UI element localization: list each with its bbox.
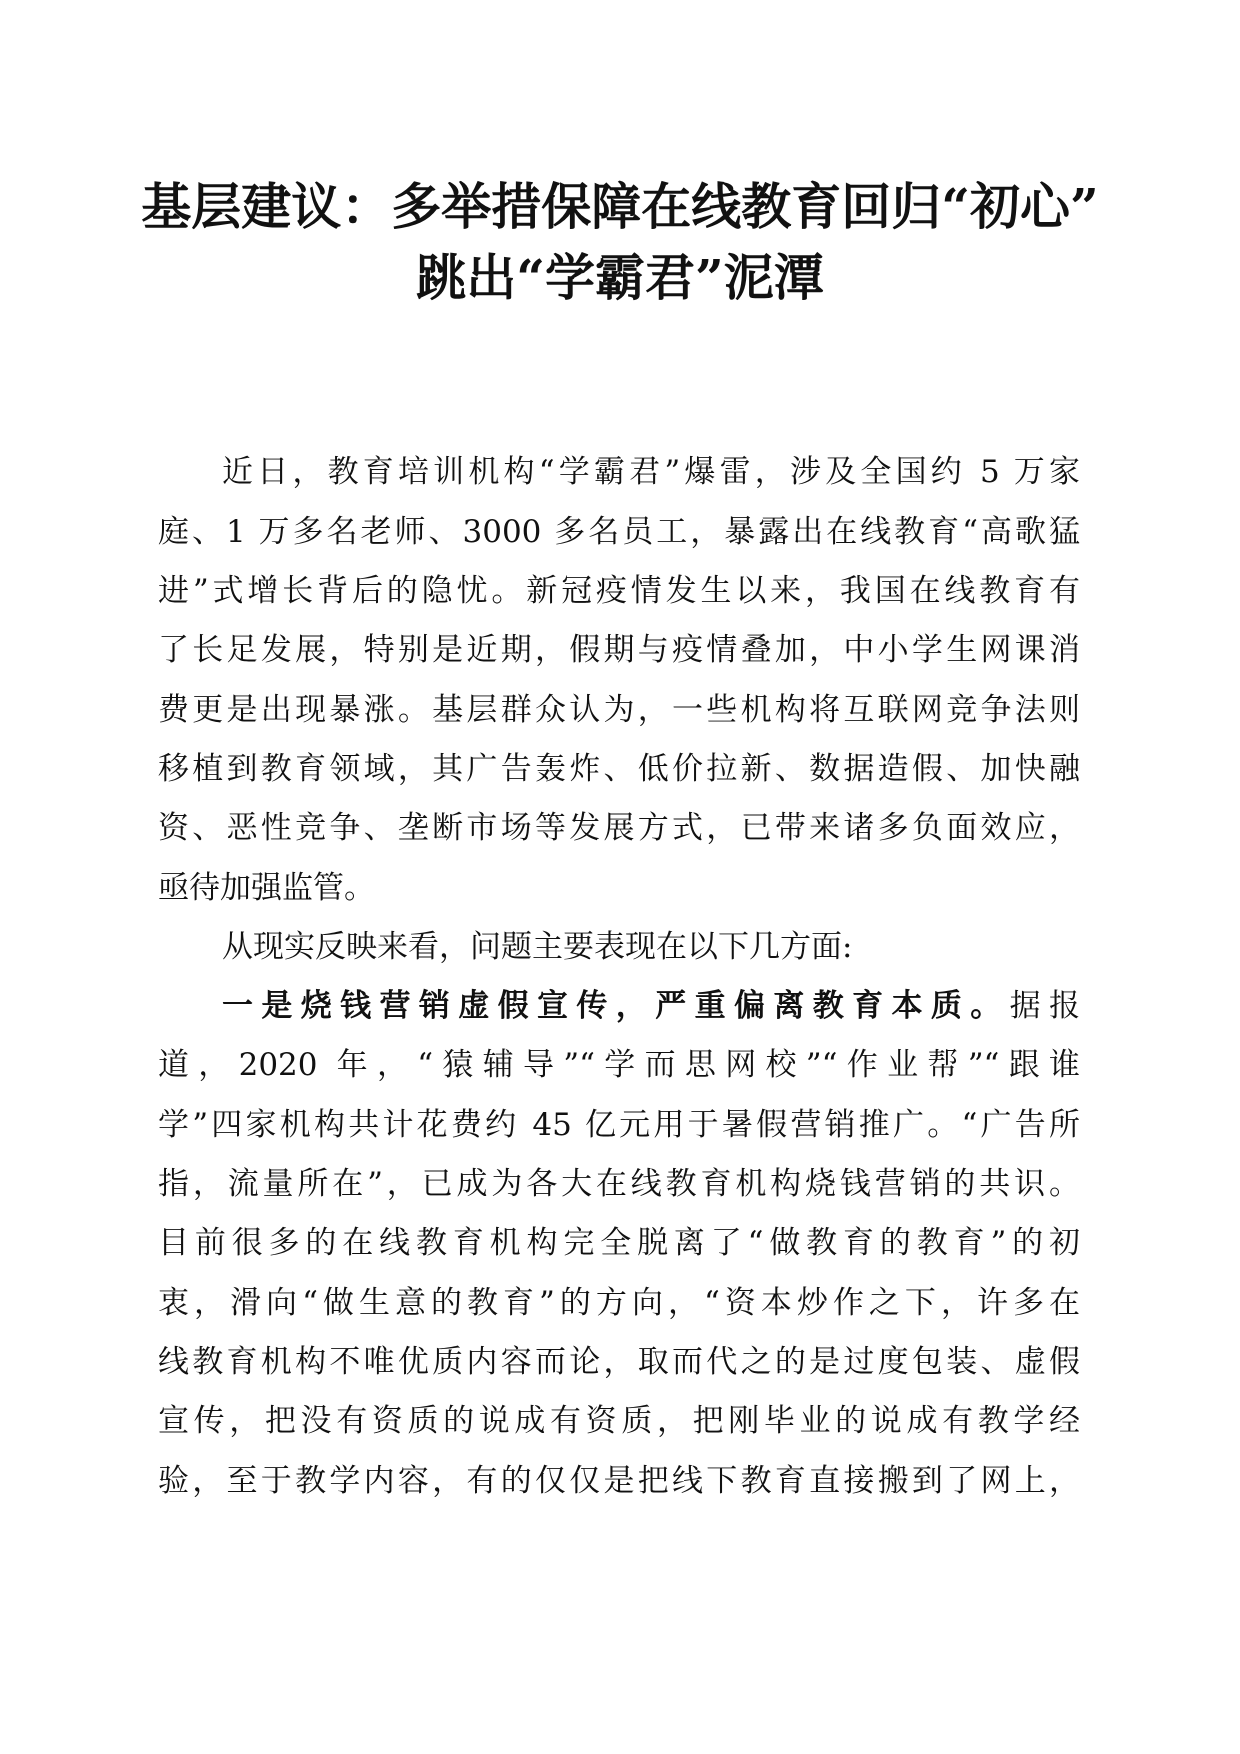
paragraph-2-line-1: 从现实反映来看，问题主要表现在以下几方面: bbox=[222, 929, 853, 965]
paragraph-1-line-7: 资、恶性竞争、垄断市场等发展方式，已带来诸多负面效应， bbox=[158, 810, 1080, 846]
paragraph-3-line-9: 验，至于教学内容，有的仅仅是把线下教育直接搬到了网上， bbox=[158, 1463, 1080, 1499]
paragraph-3-heading: 一是烧钱营销虚假宣传，严重偏离教育本质。 bbox=[222, 988, 1010, 1024]
document-title-line-2: 跳出“学霸君”泥潭 bbox=[416, 248, 824, 307]
paragraph-1-line-2: 庭、1 万多名老师、3000 多名员工，暴露出在线教育“高歌猛 bbox=[158, 514, 1080, 550]
paragraph-3-line-7: 线教育机构不唯优质内容而论，取而代之的是过度包装、虚假 bbox=[158, 1344, 1080, 1380]
paragraph-1-line-4: 了长足发展，特别是近期，假期与疫情叠加，中小学生网课消 bbox=[158, 632, 1080, 668]
paragraph-3-line-2: 道，2020 年，“猿辅导”“学而思网校”“作业帮”“跟谁 bbox=[158, 1047, 1080, 1083]
paragraph-3-line-4: 指，流量所在”，已成为各大在线教育机构烧钱营销的共识。 bbox=[158, 1166, 1080, 1202]
paragraph-3-line-5: 目前很多的在线教育机构完全脱离了“做教育的教育”的初 bbox=[158, 1225, 1080, 1261]
paragraph-1-line-5: 费更是出现暴涨。基层群众认为，一些机构将互联网竞争法则 bbox=[158, 692, 1080, 728]
paragraph-3-line-6: 衷，滑向“做生意的教育”的方向，“资本炒作之下，许多在 bbox=[158, 1285, 1080, 1321]
paragraph-1-line-6: 移植到教育领域，其广告轰炸、低价拉新、数据造假、加快融 bbox=[158, 751, 1080, 787]
paragraph-1-line-3: 进”式增长背后的隐忧。新冠疫情发生以来，我国在线教育有 bbox=[158, 573, 1080, 609]
paragraph-1-line-8: 亟待加强监管。 bbox=[158, 870, 375, 906]
document-title-line-1: 基层建议：多举措保障在线教育回归“初心” bbox=[141, 177, 1099, 236]
paragraph-1-line-1: 近日，教育培训机构“学霸君”爆雷，涉及全国约 5 万家 bbox=[222, 454, 1080, 490]
paragraph-3-line-1 bbox=[222, 986, 1080, 1026]
paragraph-3-line-1-tail: 据报 bbox=[1009, 988, 1081, 1024]
paragraph-3-line-3: 学”四家机构共计花费约 45 亿元用于暑假营销推广。“广告所 bbox=[158, 1107, 1080, 1143]
paragraph-3-line-8: 宣传，把没有资质的说成有资质，把刚毕业的说成有教学经 bbox=[158, 1403, 1080, 1439]
